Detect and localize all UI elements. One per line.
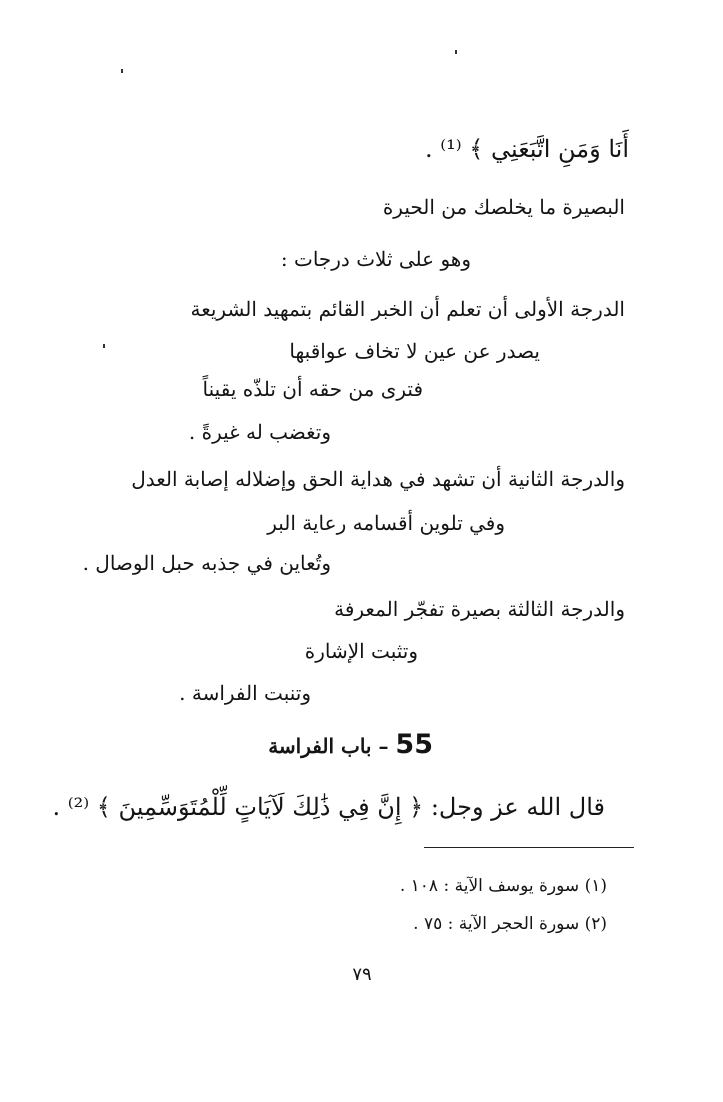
scan-speck [455, 50, 457, 54]
scan-speck [103, 344, 105, 348]
text-line-8: وفي تلوين أقسامه رعاية البر [267, 511, 505, 535]
quran-verse-bottom: قال الله عز وجل: ﴿ إِنَّ فِي ذَٰلِكَ لَآيَاتٍ لِّلْمُتَوَسِّمِينَ ﴾ ⁽²⁾ . [52, 793, 605, 821]
text-line-11: وتثبت الإشارة [304, 639, 418, 663]
footnote-2: (٢) سورة الحجر الآية : ٧٥ . [413, 914, 607, 934]
footnote-1: (١) سورة يوسف الآية : ١٠٨ . [399, 876, 607, 896]
text-line-6: وتغضب له غيرةً . [188, 420, 331, 444]
chapter-title: – باب الفراسة [268, 734, 389, 758]
quran-verse-top: أَنَا وَمَنِ اتَّبَعَنِي ﴾ ⁽¹⁾ . [424, 135, 629, 163]
text-line-4: يصدر عن عين لا تخاف عواقبها [289, 339, 540, 363]
chapter-number: 55 [395, 729, 433, 760]
text-line-1: البصيرة ما يخلصك من الحيرة [382, 195, 625, 219]
text-line-3: الدرجة الأولى أن تعلم أن الخبر القائم بتمهيد الشريعة [190, 297, 625, 321]
chapter-heading [268, 728, 433, 763]
text-line-7: والدرجة الثانية أن تشهد في هداية الحق وإضلاله إصابة العدل [131, 467, 625, 491]
scan-speck [121, 69, 123, 73]
text-line-5: فترى من حقه أن تلذّه يقيناً [202, 377, 423, 401]
text-line-9: وتُعاين في جذبه حبل الوصال . [82, 551, 331, 575]
page-number: ٧٩ [352, 964, 372, 985]
text-line-10: والدرجة الثالثة بصيرة تفجّر المعرفة [334, 597, 625, 621]
footnote-divider [424, 847, 634, 848]
text-line-12: وتنبت الفراسة . [179, 681, 311, 705]
text-line-2: وهو على ثلاث درجات : [280, 247, 471, 271]
